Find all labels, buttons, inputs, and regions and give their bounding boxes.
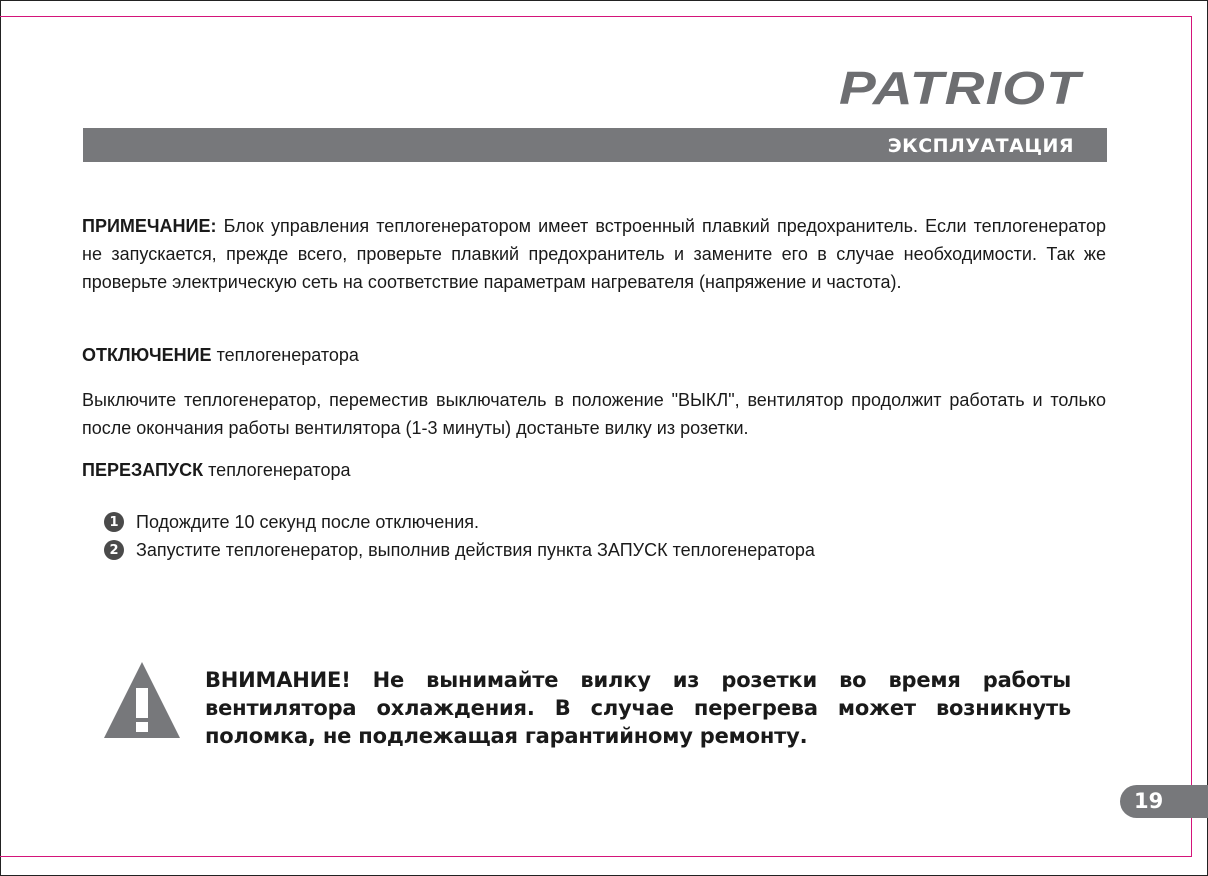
shutdown-paragraph: Выключите теплогенератор, переместив выключатель в положение "ВЫКЛ", вентилятор продолжит работать и только после окончания работы вентилятора (1-3 минуты) достаньте вилку из розетки. — [82, 390, 1106, 438]
crop-line-top — [0, 16, 1192, 17]
note-paragraph — [82, 212, 1106, 296]
note-text: Блок управления теплогенератором имеет встроенный плавкий предохранитель. Если теплогенератор не запускается, прежде всего, проверьте плавкий предохранитель и замените его в случае необходимости. Так же проверьте электрическую сеть на соответствие параметрам нагревателя (напряжение и частота). — [82, 216, 1106, 292]
warning-text: ВНИМАНИЕ! Не вынимайте вилку из розетки во время работы вентилятора охлаждения. В случае перегрева может возникнуть поломка, не подлежащая гарантийному ремонту. — [205, 668, 1071, 748]
step-text: Запустите теплогенератор, выполнив действия пункта ЗАПУСК теплогенератора — [136, 539, 815, 560]
note-label: ПРИМЕЧАНИЕ: — [82, 216, 217, 236]
step-text: Подождите 10 секунд после отключения. — [136, 511, 480, 532]
patriot-logo — [835, 64, 1085, 112]
crop-line-right — [1191, 16, 1192, 857]
page-number: 19 — [1134, 789, 1164, 813]
step-number-badge: 2 — [104, 540, 124, 560]
restart-heading-bold: ПЕРЕЗАПУСК — [82, 460, 204, 480]
step-number-badge: 1 — [104, 512, 124, 532]
restart-step — [104, 510, 479, 534]
page-number-tab — [1120, 785, 1208, 818]
restart-step — [104, 538, 815, 562]
warning-triangle-icon — [103, 660, 181, 740]
section-header-bar — [83, 128, 1107, 162]
shutdown-heading — [82, 345, 359, 366]
crop-line-bottom — [0, 856, 1192, 857]
shutdown-heading-rest: теплогенератора — [216, 345, 359, 365]
shutdown-heading-bold: ОТКЛЮЧЕНИЕ — [82, 345, 212, 365]
section-title: ЭКСПЛУАТАЦИЯ — [887, 135, 1074, 157]
restart-heading — [82, 460, 351, 481]
logo-text: PATRIOT — [839, 64, 1085, 112]
restart-heading-rest: теплогенератора — [208, 460, 351, 480]
